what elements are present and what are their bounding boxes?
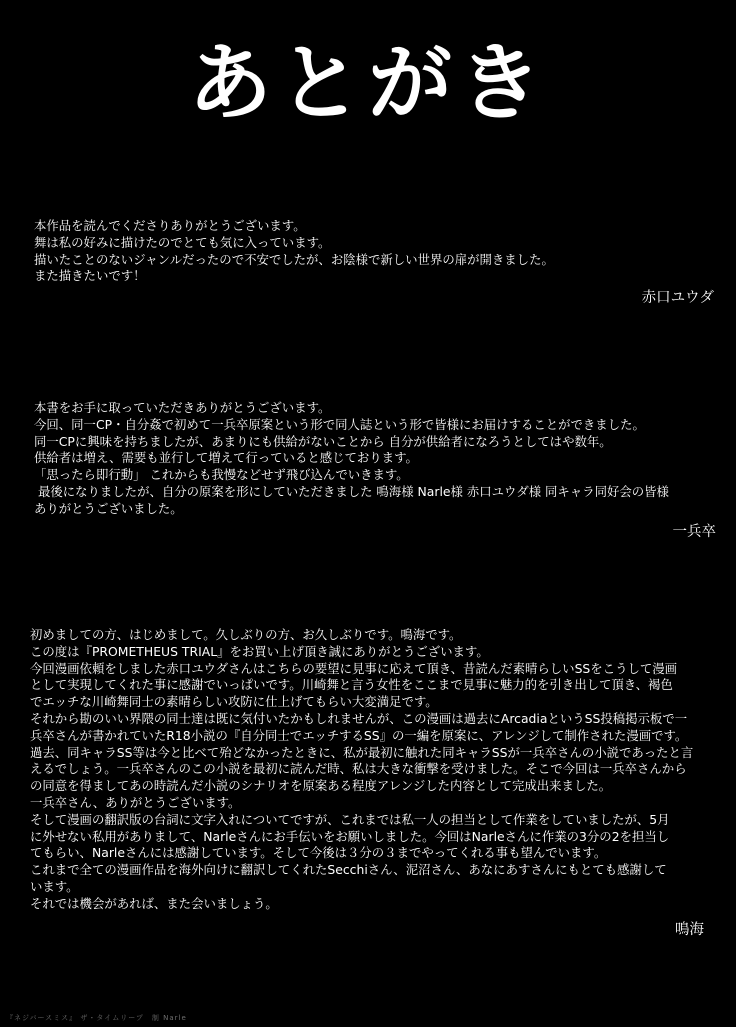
text-line: に外せない私用がありまして、Narleさんにお手伝いをお願いしました。今回はNarleさんに作業の3分の2を担当し xyxy=(30,828,670,844)
text-line: 今回、同一CP・自分姦で初めて一兵卒原案という形で同人誌という形で皆様にお届けすることができました。 xyxy=(34,416,645,432)
text-line: ありがとうございました。 xyxy=(34,500,183,516)
text-line: 最後になりましたが、自分の原案を形にしていただきました 鳴海様 Narle様 赤口ユウダ様 同キャラ同好会の皆様 xyxy=(34,483,669,499)
text-line: 兵卒さんが書かれていたR18小説の『自分同士でエッチするSS』の一編を原案に、アレンジして制作された漫画です。 xyxy=(30,727,688,743)
text-line: また描きたいです！ xyxy=(34,268,146,284)
footer-credit: 『ネジバースミス』 ザ・タイムリープ 制 Narle xyxy=(6,1014,187,1022)
text-line: 初めましての方、はじめまして。久しぶりの方、お久しぶりです。鳴海です。 xyxy=(30,627,462,642)
text-line: 「思ったら即行動」 これからも我慢などせず飛び込んでいきます。 xyxy=(34,467,409,483)
text-line: それから勘のいい界隈の同士達は既に気付いたかもしれませんが、この漫画は過去にArcadiaというSS投稿掲示板で一 xyxy=(30,710,688,726)
afterword-section-narumi xyxy=(30,627,706,913)
afterword-section-ippeisotsu xyxy=(34,400,669,518)
page-title: あとがき xyxy=(187,34,548,132)
text-line: でエッチな川崎舞同士の素晴らしい攻防に仕上げてもらい大変満足です。 xyxy=(30,694,438,710)
text-line: の同意を得ましてあの時読んだ小説のシナリオを原案ある程度アレンジした内容として完成出来ました。 xyxy=(30,778,612,794)
text-line: 本作品を読んでくださりありがとうございます。 xyxy=(34,218,306,233)
text-line: それでは機会があれば、また会いましょう。 xyxy=(30,895,278,911)
text-line: 一兵卒さん、ありがとうございます。 xyxy=(30,794,241,810)
signature-ippeisotsu: 一兵卒 xyxy=(672,524,716,540)
afterword-section-akaguchi xyxy=(34,218,554,285)
text-line: 過去、同キャラSS等は今と比べて殆どなかったときに、私が最初に触れた同キャラSSが一兵卒さんの小説であったと言 xyxy=(30,744,694,760)
text-line: てもらい、Narleさんには感謝しています。そして今後は３分の３までやってくれる事も望んでいます。 xyxy=(30,845,607,861)
text-line: います。 xyxy=(30,878,79,894)
text-line: 本書をお手に取っていただきありがとうございます。 xyxy=(34,400,331,415)
signature-akaguchi: 赤口ユウダ xyxy=(641,290,714,306)
text-line: 同一CPに興味を持ちましたが、あまりにも供給がないことから 自分が供給者になろうとしてはや数年。 xyxy=(34,433,612,449)
text-line: として実現してくれた事に感謝でいっぱいです。川崎舞と言う女性をここまで見事に魅力的を引き出して頂き、褐色 xyxy=(30,677,673,693)
text-line: 描いたことのないジャンルだったので不安でしたが、お陰様で新しい世界の扉が開きました。 xyxy=(34,251,554,267)
text-line: これまで全ての漫画作品を海外向けに翻訳してくれたSecchiさん、泥沼さん、あなにあすさんにもとても感謝して xyxy=(30,862,667,878)
text-line: えるでしょう。一兵卒さんのこの小説を最初に読んだ時、私は大きな衝撃を受けました。そこで今回は一兵卒さんから xyxy=(30,761,687,777)
text-line: 今回漫画依頼をしました赤口ユウダさんはこちらの要望に見事に応えて頂き、昔読んだ素晴らしいSSをこうして漫画 xyxy=(30,660,678,676)
signature-narumi: 鳴海 xyxy=(675,922,704,938)
text-line: この度は『PROMETHEUS TRIAL』をお買い上げ頂き誠にありがとうございます。 xyxy=(30,643,489,659)
text-line: そして漫画の翻訳版の台詞に文字入れについてですが、これまでは私一人の担当として作業をしていましたが、5月 xyxy=(30,811,670,827)
text-line: 供給者は増え、需要も並行して増えて行っていると感じております。 xyxy=(34,450,418,466)
text-line: 舞は私の好みに描けたのでとても気に入っています。 xyxy=(34,234,331,250)
